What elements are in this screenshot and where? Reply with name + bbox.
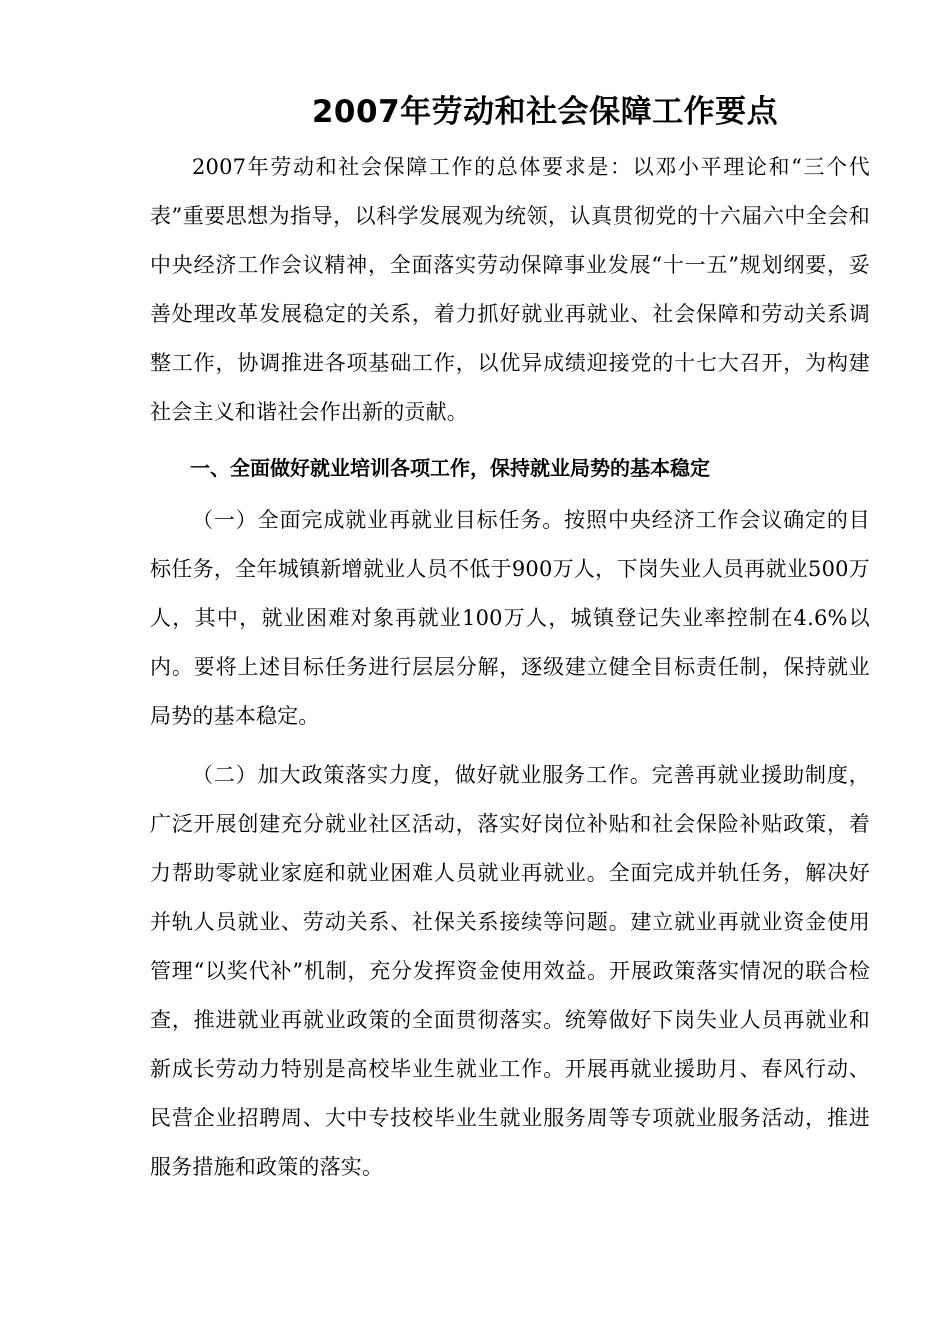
item-paragraph-2: （二）加大政策落实力度，做好就业服务工作。完善再就业援助制度，广泛开展创建充分就业社区活动，落实好岗位补贴和社会保险补贴政策，着力帮助零就业家庭和就业困难人员就业再就业。全面完成并轨任务，解决好并轨人员就业、劳动关系、社保关系接续等问题。建立就业再就业资金使用管理“以奖代补”机制，充分发挥资金使用效益。开展政策落实情况的联合检查，推进就业再就业政策的全面贯彻落实。统筹做好下岗失业人员再就业和新成长劳动力特别是高校毕业生就业工作。开展再就业援助月、春风行动、民营企业招聘周、大中专技校毕业生就业服务周等专项就业服务活动，推进服务措施和政策的落实。 [150,763,870,1179]
intro-paragraph: 2007年劳动和社会保障工作的总体要求是：以邓小平理论和“三个代表”重要思想为指导，以科学发展观为统领，认真贯彻党的十六届六中全会和中央经济工作会议精神，全面落实劳动保障事业发展“十一五”规划纲要，妥善处理改革发展稳定的关系，着力抓好就业再就业、社会保障和劳动关系调整工作，协调推进各项基础工作，以优异成绩迎接党的十七大召开，为构建社会主义和谐社会作出新的贡献。 [150,155,870,424]
section-heading-1: 一、全面做好就业培训各项工作，保持就业局势的基本稳定 [190,456,710,480]
document-title: 2007年劳动和社会保障工作要点 [311,93,779,130]
item-paragraph-1: （一）全面完成就业再就业目标任务。按照中央经济工作会议确定的目标任务，全年城镇新增就业人员不低于900万人，下岗失业人员再就业500万人，其中，就业困难对象再就业100万人，城镇登记失业率控制在4.6%以内。要将上述目标任务进行层层分解，逐级建立健全目标责任制，保持就业局势的基本稳定。 [150,508,870,728]
